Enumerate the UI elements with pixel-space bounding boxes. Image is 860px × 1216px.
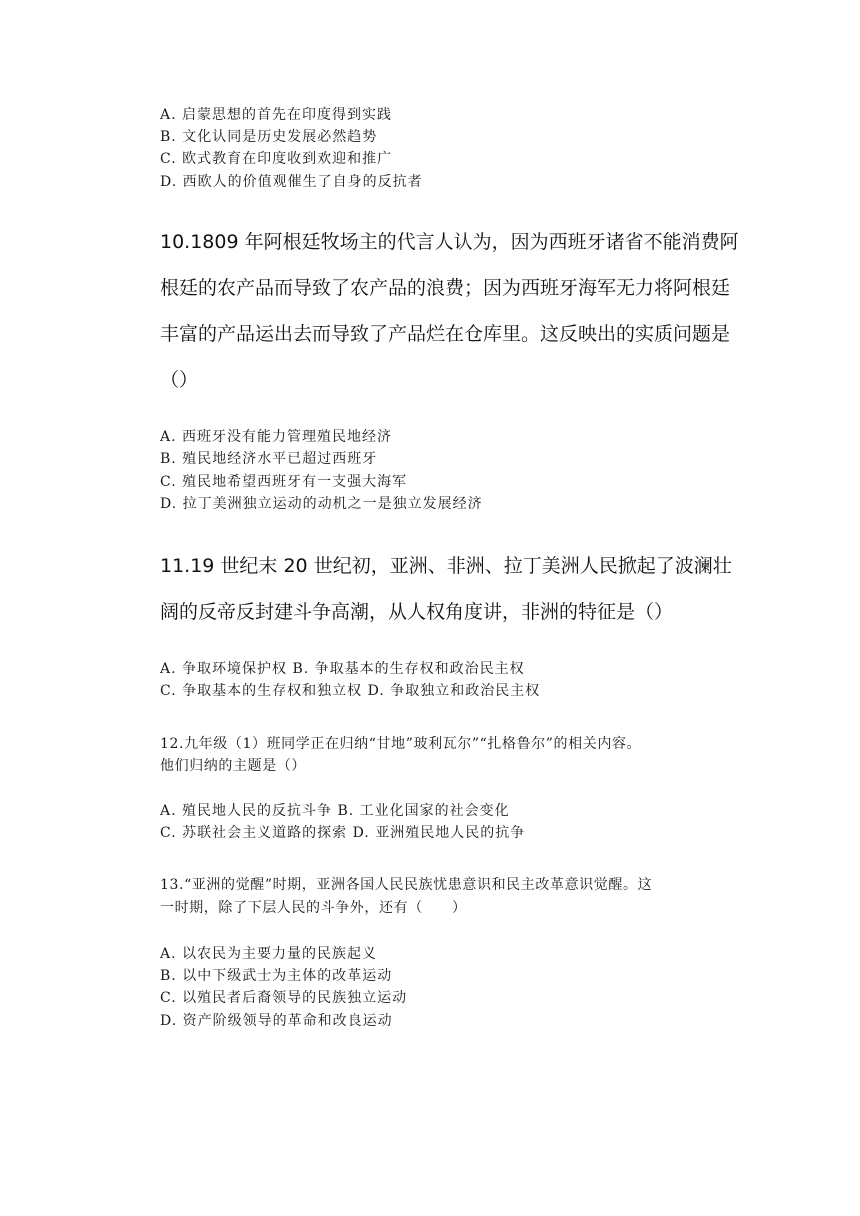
q11-stem-line-1: 11.19 世纪末 20 世纪初，亚洲、非洲、拉丁美洲人民掀起了波澜壮 xyxy=(160,555,732,577)
q13-option-b: B. 以中下级武士为主体的改革运动 xyxy=(160,968,393,984)
q11-options-line-2: C. 争取基本的生存权和独立权 D. 争取独立和政治民主权 xyxy=(160,683,541,699)
q10-stem-line-2: 根廷的农产品而导致了农产品的浪费；因为西班牙海军无力将阿根廷 xyxy=(160,277,731,299)
q9-option-c: C. 欧式教育在印度收到欢迎和推广 xyxy=(160,151,393,167)
q10-option-b: B. 殖民地经济水平已超过西班牙 xyxy=(160,451,378,467)
q11-stem-line-2: 阔的反帝反封建斗争高潮，从人权角度讲，非洲的特征是（） xyxy=(160,601,674,623)
q10-option-c: C. 殖民地希望西班牙有一支强大海军 xyxy=(160,474,408,490)
q10-stem-line-3: 丰富的产品运出去而导致了产品烂在仓库里。这反映出的实质问题是 xyxy=(160,323,731,345)
q12-options-line-1: A. 殖民地人民的反抗斗争 B. 工业化国家的社会变化 xyxy=(160,803,510,819)
q13-stem-line-1: 13.“亚洲的觉醒”时期，亚洲各国人民民族忧患意识和民主改革意识觉醒。这 xyxy=(160,877,653,893)
q10-stem-line-1: 10.1809 年阿根廷牧场主的代言人认为，因为西班牙诸省不能消费阿 xyxy=(160,231,739,253)
q9-option-a: A. 启蒙思想的首先在印度得到实践 xyxy=(160,107,393,123)
q12-stem-line-1: 12.九年级（1）班同学正在归纳“甘地”玻利瓦尔”“扎格鲁尔”的相关内容。 xyxy=(160,736,642,752)
q13-option-c: C. 以殖民者后裔领导的民族独立运动 xyxy=(160,990,408,1006)
q12-options-line-2: C. 苏联社会主义道路的探索 D. 亚洲殖民地人民的抗争 xyxy=(160,825,526,841)
q13-option-a: A. 以农民为主要力量的民族起义 xyxy=(160,946,378,962)
q13-option-d: D. 资产阶级领导的革命和改良运动 xyxy=(160,1013,393,1029)
q11-options-line-1: A. 争取环境保护权 B. 争取基本的生存权和政治民主权 xyxy=(160,661,525,677)
q13-stem-line-2: 一时期，除了下层人民的斗争外，还有（ ） xyxy=(160,900,467,916)
q12-stem-line-2: 他们归纳的主题是（） xyxy=(160,758,306,774)
q10-option-d: D. 拉丁美洲独立运动的动机之一是独立发展经济 xyxy=(160,496,483,512)
q9-option-d: D. 西欧人的价值观催生了自身的反抗者 xyxy=(160,174,423,190)
q10-stem-line-4: （） xyxy=(160,369,199,391)
q9-option-b: B. 文化认同是历史发展必然趋势 xyxy=(160,129,378,145)
q10-option-a: A. 西班牙没有能力管理殖民地经济 xyxy=(160,429,393,445)
